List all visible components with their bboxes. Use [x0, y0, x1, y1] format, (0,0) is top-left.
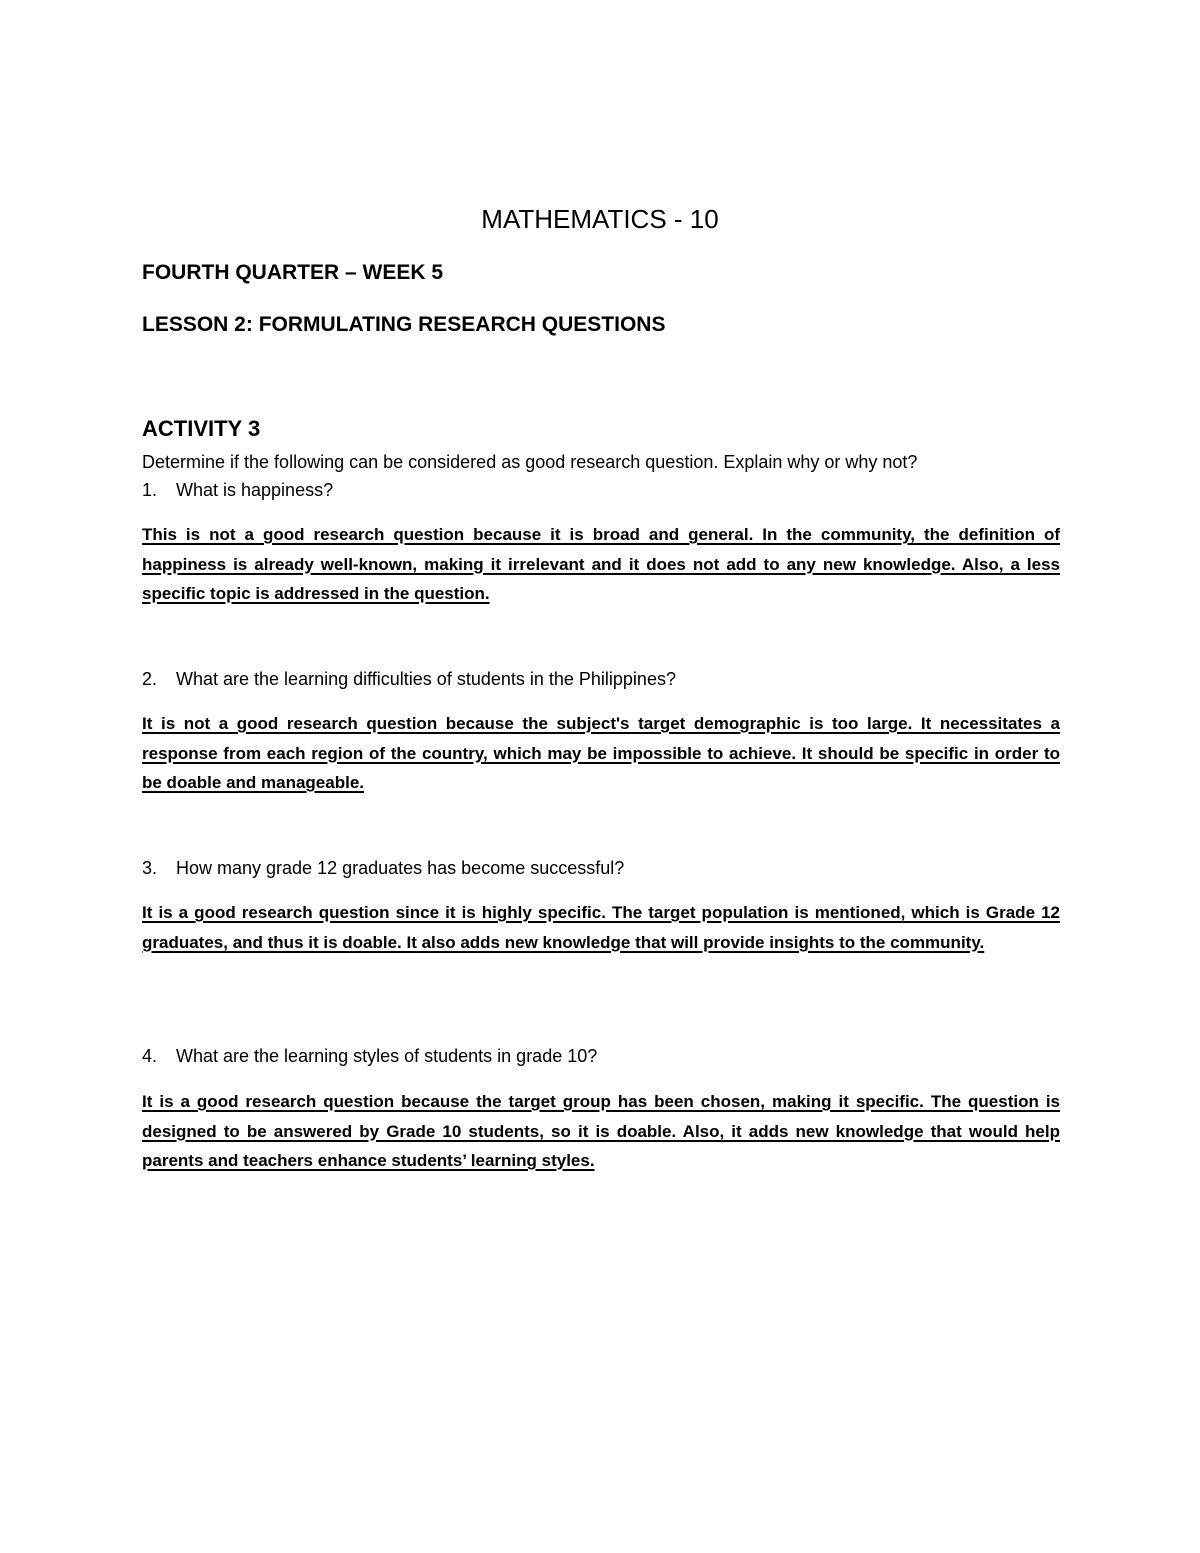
- question-text: How many grade 12 graduates has become successful?: [176, 858, 625, 878]
- question-number: 4.: [142, 1046, 158, 1066]
- question-4: [142, 1043, 1060, 1069]
- answer-4: It is a good research question because the target group has been chosen, making it specific. The question is designed to be answered by Grade 10 students, so it is doable. Also, it adds new knowledge that would help parents and teachers enhance students’ learning styles.: [142, 1092, 1060, 1170]
- question-number: 3.: [142, 858, 158, 878]
- question-3: [142, 855, 1060, 881]
- question-text: What are the learning styles of students in grade 10?: [176, 1046, 598, 1066]
- lesson-heading: LESSON 2: FORMULATING RESEARCH QUESTIONS: [142, 313, 666, 336]
- activity-instructions: Determine if the following can be considered as good research question. Explain why or why not?: [142, 452, 918, 472]
- activity-heading: ACTIVITY 3: [142, 416, 261, 441]
- question-2: [142, 666, 1060, 692]
- question-text: What is happiness?: [176, 480, 334, 500]
- question-number: 1.: [142, 480, 158, 500]
- document-title: MATHEMATICS - 10: [481, 204, 719, 234]
- answer-2: It is not a good research question because the subject's target demographic is too large. It necessitates a response from each region of the country, which may be impossible to achieve. It should be specific in order to be doable and manageable.: [142, 714, 1060, 792]
- quarter-heading: FOURTH QUARTER – WEEK 5: [142, 261, 444, 284]
- answer-3: It is a good research question since it is highly specific. The target population is mentioned, which is Grade 12 graduates, and thus it is doable. It also adds new knowledge that will provide insights to the community.: [142, 903, 1060, 952]
- question-1: [142, 477, 1060, 503]
- question-number: 2.: [142, 669, 158, 689]
- question-text: What are the learning difficulties of students in the Philippines?: [176, 669, 676, 689]
- answer-1: This is not a good research question because it is broad and general. In the community, the definition of happiness is already well-known, making it irrelevant and it does not add to any new knowledge. Also, a less specific topic is addressed in the question.: [142, 525, 1060, 603]
